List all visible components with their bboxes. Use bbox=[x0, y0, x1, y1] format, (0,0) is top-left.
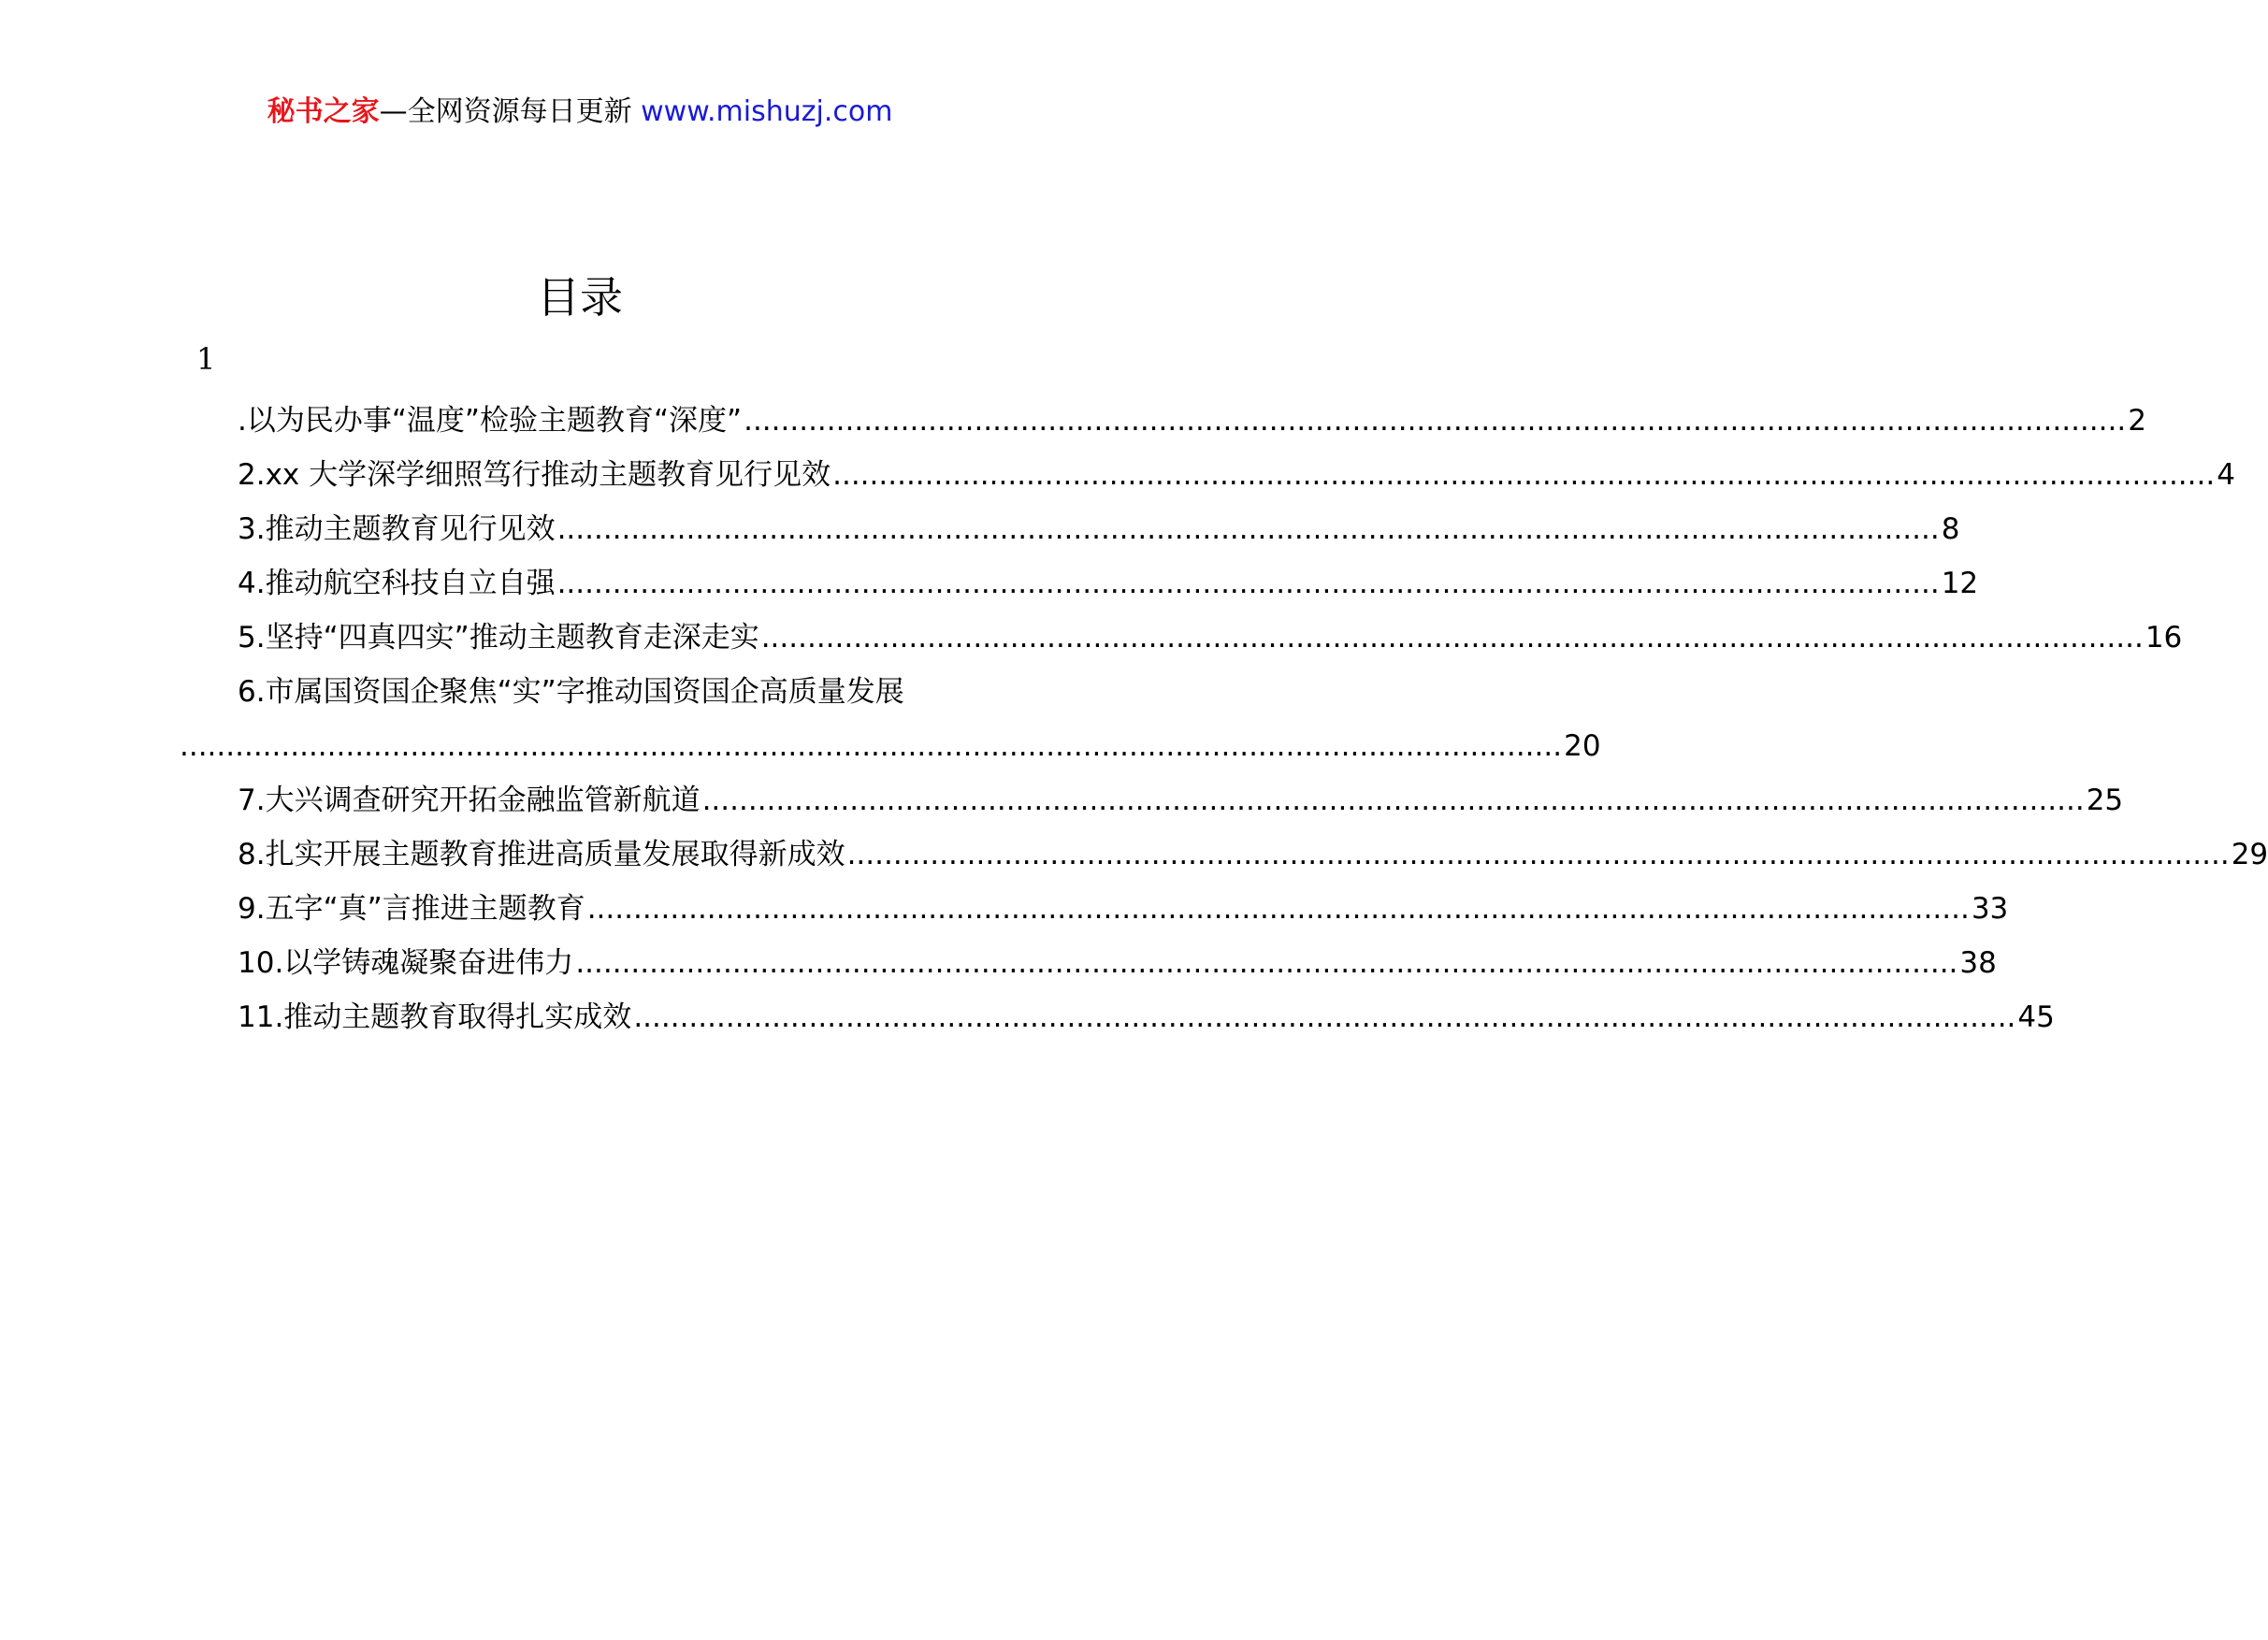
toc-entry-page: 29 bbox=[2231, 838, 2268, 871]
toc-entry-1[interactable] bbox=[238, 400, 2146, 441]
toc-entry-title: 4.推动航空科技自立自强 bbox=[238, 567, 556, 600]
toc-entry-9[interactable] bbox=[238, 888, 2009, 929]
toc-entry-7[interactable] bbox=[238, 780, 2124, 821]
toc-entry-11[interactable] bbox=[238, 997, 2055, 1038]
dot-leader: ...................................................................................................................................................... bbox=[744, 404, 2127, 438]
dot-leader: ...................................................................................................................................................... bbox=[586, 892, 1970, 926]
toc-entry-5[interactable] bbox=[238, 617, 2183, 658]
toc-entry-title: 5.坚持“四真四实”推动主题教育走深走实 bbox=[238, 621, 759, 655]
toc-entry-page: 25 bbox=[2086, 784, 2124, 817]
toc-entry-title: 2.xx 大学深学细照笃行推动主题教育见行见效 bbox=[238, 458, 831, 492]
header-tagline: —全网资源每日更新 bbox=[379, 95, 642, 128]
dot-leader: ...................................................................................................................................................... bbox=[180, 729, 1563, 763]
toc-entry-title: 7.大兴调查研究开拓金融监管新航道 bbox=[238, 784, 701, 817]
site-url-link[interactable]: www.mishuzj.com bbox=[641, 95, 893, 128]
toc-entry-2[interactable] bbox=[238, 454, 2235, 496]
toc-entry-title: 9.五字“真”言推进主题教育 bbox=[238, 892, 585, 926]
toc-entry-6-continuation[interactable] bbox=[178, 726, 1601, 767]
dot-leader: ...................................................................................................................................................... bbox=[575, 946, 1958, 980]
toc-entry-title: 10.以学铸魂凝聚奋进伟力 bbox=[238, 946, 574, 980]
toc-entry-title: 8.扎实开展主题教育推进高质量发展取得新成效 bbox=[238, 838, 845, 871]
toc-entry-page: 8 bbox=[1941, 512, 1960, 546]
dot-leader: ...................................................................................................................................................... bbox=[633, 1000, 2016, 1034]
stray-page-number: 1 bbox=[196, 341, 216, 377]
dot-leader: ...................................................................................................................................................... bbox=[832, 458, 2216, 492]
toc-entry-page: 45 bbox=[2017, 1000, 2055, 1034]
toc-entry-3[interactable] bbox=[238, 509, 1960, 550]
toc-entry-8[interactable] bbox=[238, 834, 2268, 875]
dot-leader: ...................................................................................................................................................... bbox=[701, 784, 2085, 817]
toc-entry-6[interactable] bbox=[238, 671, 980, 712]
brand-name: 秘书之家 bbox=[267, 95, 380, 128]
toc-entry-10[interactable] bbox=[238, 942, 1997, 984]
toc-entry-page: 16 bbox=[2145, 621, 2183, 655]
toc-entry-title: .以为民办事“温度”检验主题教育“深度” bbox=[238, 404, 743, 438]
toc-entry-page: 33 bbox=[1971, 892, 2009, 926]
toc-entry-page: 38 bbox=[1959, 946, 1997, 980]
toc-entry-page: 2 bbox=[2128, 404, 2146, 438]
page-title: 目录 bbox=[537, 272, 623, 323]
dot-leader: ...................................................................................................................................................... bbox=[556, 512, 1940, 546]
site-header bbox=[0, 94, 1160, 131]
toc-entry-title: 11.推动主题教育取得扎实成效 bbox=[238, 1000, 632, 1034]
toc-entry-page: 4 bbox=[2217, 458, 2235, 492]
toc-entry-page: 12 bbox=[1941, 567, 1979, 600]
dot-leader: ...................................................................................................................................................... bbox=[556, 567, 1940, 600]
dot-leader: ...................................................................................................................................................... bbox=[846, 838, 2230, 871]
toc-entry-title: 3.推动主题教育见行见效 bbox=[238, 512, 556, 546]
toc-entry-page: 20 bbox=[1564, 729, 1601, 763]
toc-entry-4[interactable] bbox=[238, 563, 1979, 604]
toc-entry-title: 6.市属国资国企聚焦“实”字推动国资国企高质量发展 bbox=[238, 675, 904, 709]
dot-leader: ...................................................................................................................................................... bbox=[760, 621, 2144, 655]
